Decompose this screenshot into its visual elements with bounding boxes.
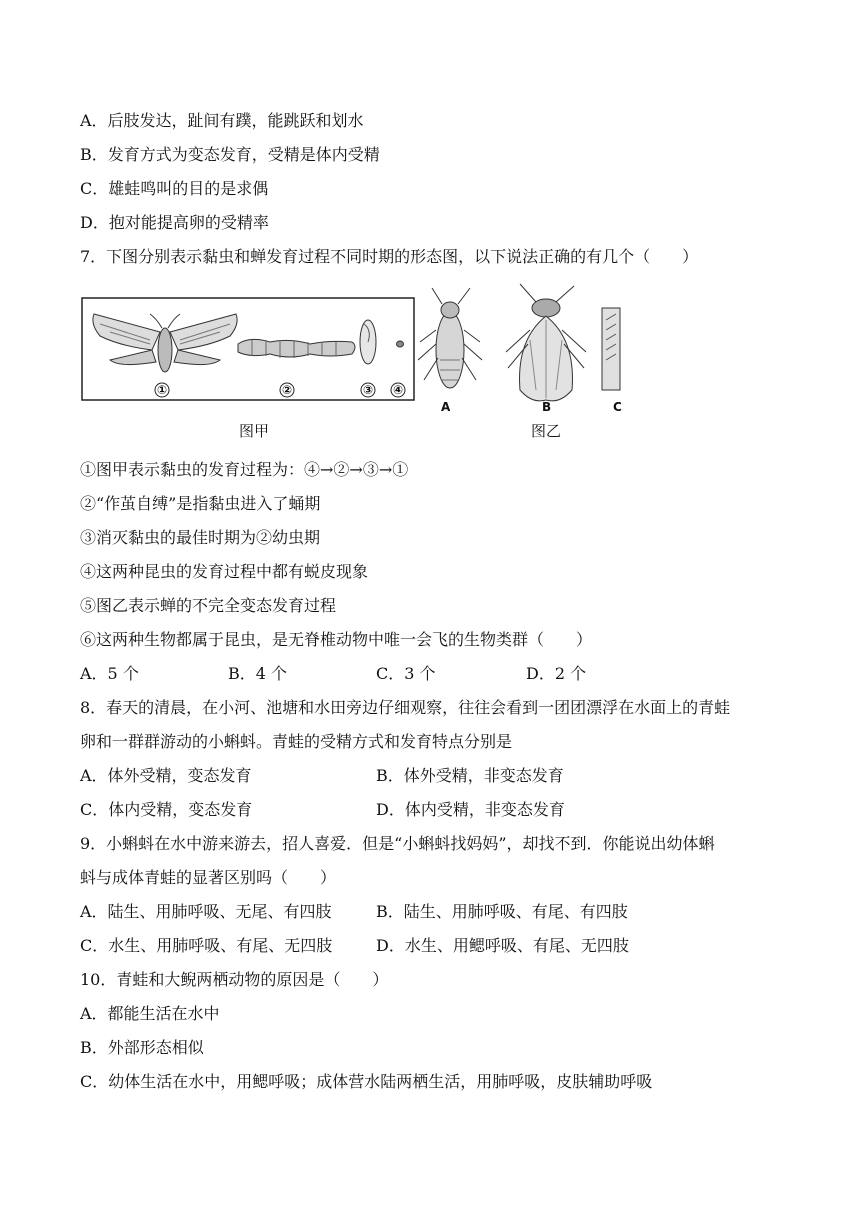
stage-label-4: ④ [393,383,404,397]
q7-statement-4: ④这两种昆虫的发育过程中都有蜕皮现象 [80,562,369,581]
q6-option-c: C．雄蛙鸣叫的目的是求偶 [80,179,269,198]
q7-option-b: B．4 个 [228,664,288,683]
q6-option-a: A．后肢发达，趾间有蹼，能跳跃和划水 [80,111,364,130]
q7-figure [80,280,650,440]
q9-stem-line-2: 蚪与成体青蛙的显著区别吗（ ） [80,868,337,887]
q9-option-b: B．陆生、用肺呼吸、有尾、有四肢 [376,902,628,921]
insect-development-diagram [80,280,650,440]
stage-label-1: ① [157,383,168,397]
q6-option-d: D．抱对能提高卵的受精率 [80,213,269,232]
q10-stem: 10．青蛙和大鲵两栖动物的原因是（ ） [80,970,389,989]
twig-with-eggs-drawing [602,308,620,390]
q9-option-c: C．水生、用肺呼吸、有尾、无四肢 [80,936,333,955]
cicada-label-c: C [613,400,622,414]
q7-stem: 7．下图分别表示黏虫和蝉发育过程不同时期的形态图，以下说法正确的有几个（ ） [80,247,699,266]
q8-option-c: C．体内受精，变态发育 [80,800,253,819]
q7-option-a: A．5 个 [80,664,139,683]
q9-stem-line-1: 9．小蝌蚪在水中游来游去，招人喜爱．但是“小蝌蚪找妈妈”，却找不到．你能说出幼体蝌 [80,834,715,853]
q8-option-b: B．体外受精，非变态发育 [376,766,564,785]
q8-stem-line-1: 8．春天的清晨，在小河、池塘和水田旁边仔细观察，往往会看到一团团漂浮在水面上的青蛙 [80,698,731,717]
q7-option-c: C．3 个 [376,664,436,683]
q7-statement-2: ②“作茧自缚”是指黏虫进入了蛹期 [80,494,321,513]
q8-option-d: D．体内受精，非变态发育 [376,800,565,819]
caption-figure-yi: 图乙 [531,422,562,440]
q10-option-a: A．都能生活在水中 [80,1004,220,1023]
stage-label-3: ③ [363,383,374,397]
q8-option-a: A．体外受精，变态发育 [80,766,252,785]
q7-statement-1: ①图甲表示黏虫的发育过程为：④→②→③→① [80,460,409,479]
q9-option-a: A．陆生、用肺呼吸、无尾、有四肢 [80,902,332,921]
moth-adult-drawing [93,314,237,372]
q10-option-c: C．幼体生活在水中，用鳃呼吸；成体营水陆两栖生活，用肺呼吸，皮肤辅助呼吸 [80,1072,653,1091]
q7-statement-6: ⑥这两种生物都属于昆虫，是无脊椎动物中唯一会飞的生物类群（ ） [80,630,593,649]
stage-label-2: ② [282,383,293,397]
q8-stem-line-2: 卵和一群群游动的小蝌蚪。青蛙的受精方式和发育特点分别是 [80,732,513,751]
cicada-label-a: A [441,400,451,414]
q6-option-b: B．发育方式为变态发育，受精是体内受精 [80,145,380,164]
egg-drawing [397,341,404,347]
q10-option-b: B．外部形态相似 [80,1038,204,1057]
caption-figure-jia: 图甲 [239,422,270,440]
pupa-drawing [360,320,376,364]
q7-statement-3: ③消灭黏虫的最佳时期为②幼虫期 [80,528,321,547]
q7-statement-5: ⑤图乙表示蝉的不完全变态发育过程 [80,596,337,615]
q9-option-d: D．水生、用鳃呼吸、有尾、无四肢 [376,936,629,955]
cicada-label-b: B [542,400,552,414]
cicada-nymph-drawing [418,288,482,388]
larva-drawing [238,339,355,358]
cicada-adult-drawing [506,284,586,401]
q7-option-d: D．2 个 [526,664,587,683]
